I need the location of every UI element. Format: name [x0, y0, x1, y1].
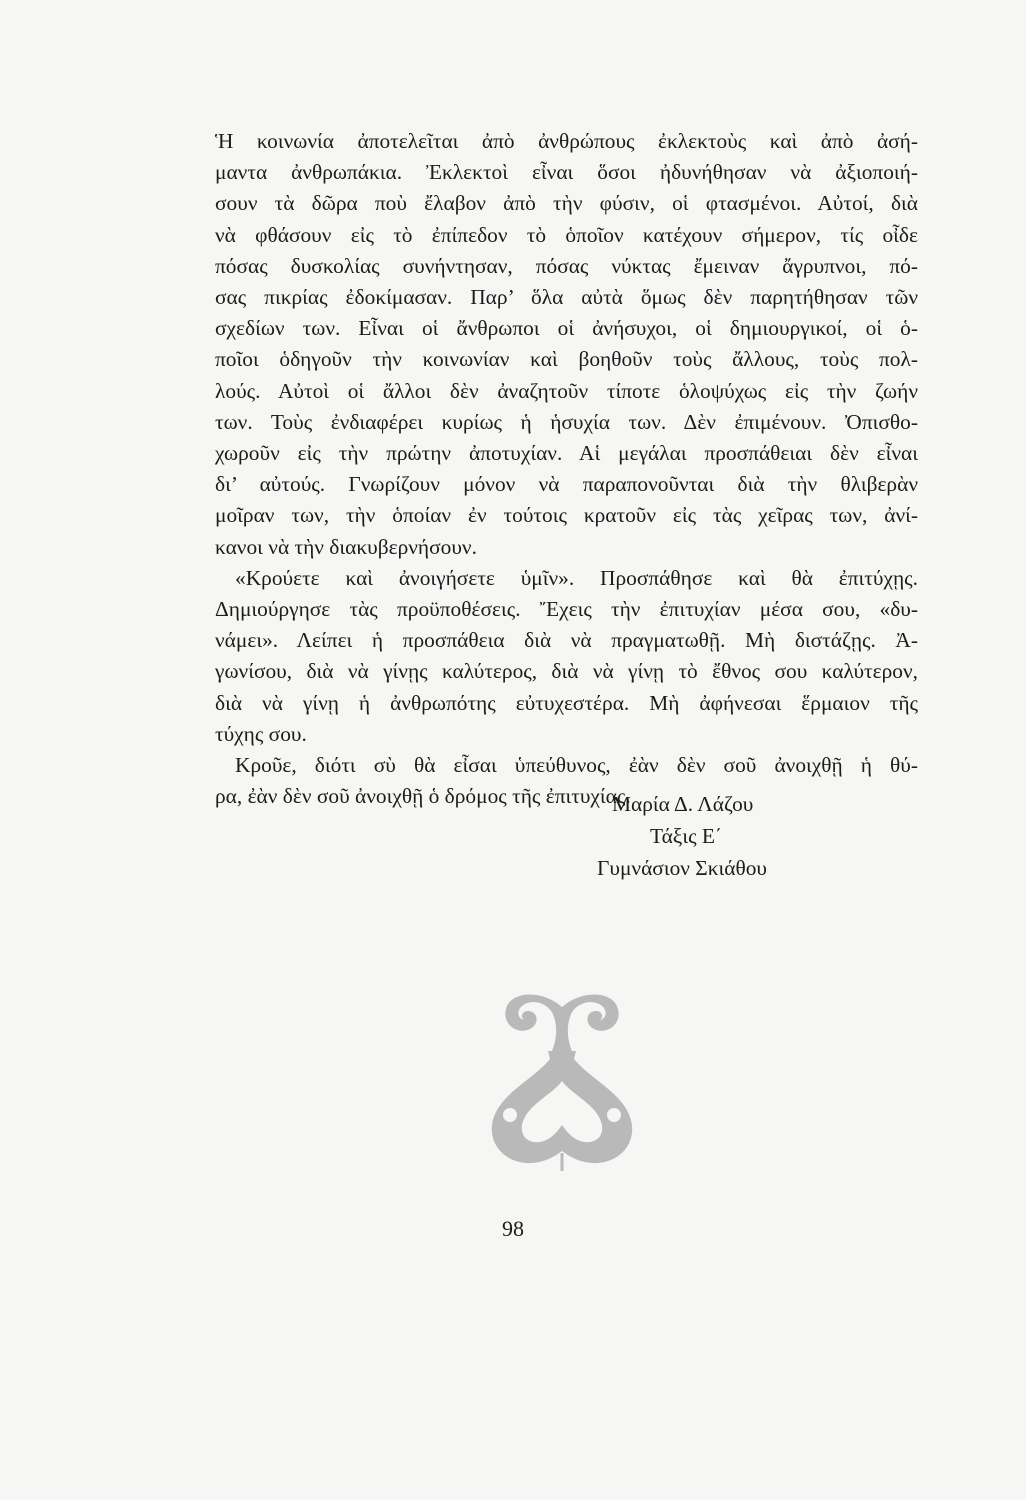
author-class: Τάξις Ε΄	[650, 824, 723, 848]
text-line: πόσας δυσκολίας συνήντησαν, πόσας νύκτας ἔμειναν ἄγρυπνοι, πό-	[215, 253, 918, 278]
text-line: Ἡ κοινωνία ἀποτελεῖται ἀπὸ ἀνθρώπους ἐκλεκτοὺς καὶ ἀπὸ ἀσή-	[215, 129, 918, 153]
page-number: 98	[502, 1216, 524, 1241]
signature-block	[520, 788, 920, 884]
text-line: σουν τὰ δῶρα ποὺ ἔλαβον ἀπὸ τὴν φύσιν, οἱ φτασμένοι. Αὐτοί, διὰ	[215, 191, 918, 216]
text-line: νάμει». Λείπει ἡ προσπάθεια διὰ νὰ πραγματωθῇ. Μὴ διστάζῃς. Ἀ-	[215, 628, 918, 653]
text-line: ρα, ἐὰν δὲν σοῦ ἀνοιχθῇ ὁ δρόμος τῆς ἐπιτυχίας.	[215, 784, 631, 809]
text-line: τύχης σου.	[215, 721, 307, 746]
text-line: ποῖοι ὁδηγοῦν τὴν κοινωνίαν καὶ βοηθοῦν τοὺς ἄλλους, τοὺς πολ-	[215, 347, 918, 372]
text-line: σχεδίων των. Εἶναι οἱ ἄνθρωποι οἱ ἀνήσυχοι, οἱ δημιουργικοί, οἱ ὁ-	[215, 316, 918, 341]
author-name: Μαρία Δ. Λάζου	[612, 792, 754, 816]
text-line: κανοι νὰ τὴν διακυβερνήσουν.	[215, 534, 477, 559]
text-line: διὰ νὰ γίνῃ ἡ ἀνθρωπότης εὐτυχεστέρα. Μὴ ἀφήνεσαι ἕρμαιον τῆς	[215, 690, 918, 715]
author-school: Γυμνάσιον Σκιάθου	[597, 856, 768, 880]
text-line: λούς. Αὐτοὶ οἱ ἄλλοι δὲν ἀναζητοῦν τίποτε ὁλοψύχως εἰς τὴν ζωήν	[215, 378, 918, 403]
text-line: μαντα ἀνθρωπάκια. Ἐκλεκτοὶ εἶναι ὅσοι ἠδυνήθησαν νὰ ἀξιοποιή-	[215, 160, 918, 185]
text-line: Δημιούργησε τὰς προϋποθέσεις. Ἔχεις τὴν ἐπιτυχίαν μέσα σου, «δυ-	[215, 597, 918, 622]
text-line: Κροῦε, διότι σὺ θὰ εἶσαι ὑπεύθυνος, ἐὰν δὲν σοῦ ἀνοιχθῇ ἡ θύ-	[235, 753, 918, 778]
text-line: γωνίσου, διὰ νὰ γίνῃς καλύτερος, διὰ νὰ γίνῃ τὸ ἔθνος σου καλύτερον,	[215, 659, 918, 684]
text-line: νὰ φθάσουν εἰς τὸ ἐπίπεδον τὸ ὁποῖον κατέχουν σήμερον, τίς οἶδε	[215, 222, 918, 247]
essay-text	[215, 126, 918, 812]
text-line: χωροῦν εἰς τὴν πρώτην ἀποτυχίαν. Αἱ μεγάλαι προσπάθειαι δὲν εἶναι	[215, 441, 918, 466]
decorative-vase-ornament-icon	[482, 985, 642, 1175]
text-line: μοῖραν των, τὴν ὁποίαν ἐν τούτοις κρατοῦν εἰς τὰς χεῖρας των, ἀνί-	[215, 503, 918, 528]
text-line: δι’ αὐτούς. Γνωρίζουν μόνον νὰ παραπονοῦνται διὰ τὴν θλιβερὰν	[215, 472, 918, 497]
text-line: σας πικρίας ἐδοκίμασαν. Παρ’ ὅλα αὐτὰ ὅμως δὲν παρητήθησαν τῶν	[215, 285, 918, 310]
text-line: «Κρούετε καὶ ἀνοιγήσετε ὑμῖν». Προσπάθησε καὶ θὰ ἐπιτύχῃς.	[235, 565, 918, 590]
text-line: των. Τοὺς ἐνδιαφέρει κυρίως ἡ ἡσυχία των. Δὲν ἐπιμένουν. Ὀπισθο-	[215, 409, 918, 434]
